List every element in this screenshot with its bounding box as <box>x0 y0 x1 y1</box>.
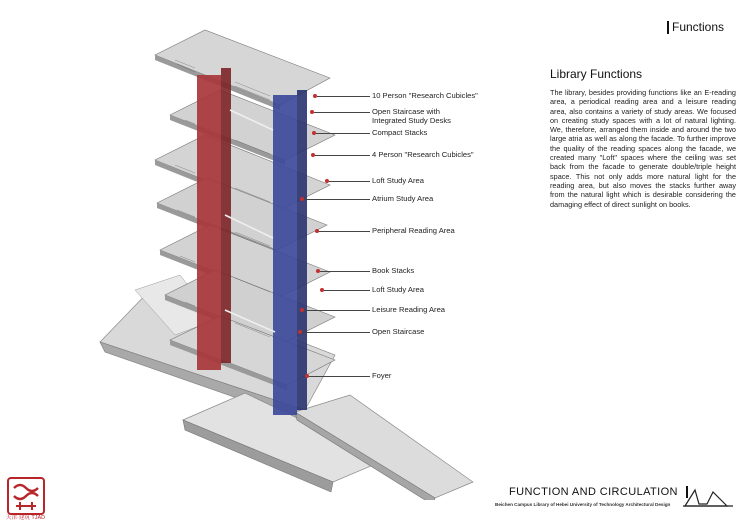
floor-stack <box>155 30 335 390</box>
footer-title-text: FUNCTION AND CIRCULATION <box>509 486 678 498</box>
callout-atrium-study-area: Atrium Study Area <box>372 194 434 203</box>
callout-open-staircase: Open Staircase <box>372 327 425 336</box>
callout-foyer: Foyer <box>372 371 392 380</box>
leader-line <box>320 271 370 272</box>
leader-line <box>317 96 370 97</box>
building-mark-icon <box>683 484 733 510</box>
leader-line <box>302 332 370 333</box>
section-title: Functions <box>672 20 725 34</box>
library-functions-body: The library, besides providing functions like an E-reading area, a periodical reading area and a leisure reading area, also contains a variety of study areas. We focused on creating study spaces with a lot of natural lighting. We, therefore, arranged them inside and around the two large atria as well as along the facade. To further improve the quality of the reading spaces along the facade, we created many "Loft" spaces where the ceiling was set back from the facade to generate double/triple height space. This not only adds more natural light for the reading area, but also moves the stacks further away from the natural light which is desirable considering the damaging effect of direct sunlight on books. <box>550 88 736 209</box>
callout-peripheral-reading-area: Peripheral Reading Area <box>372 226 455 235</box>
red-atrium <box>197 68 231 370</box>
callout-open-staircase-study-desks: Open Staircase with Integrated Study Desks <box>372 107 451 125</box>
leader-line <box>309 376 370 377</box>
leader-line <box>304 310 370 311</box>
section-tag <box>667 20 724 34</box>
leader-line <box>315 155 370 156</box>
leader-line <box>314 112 370 113</box>
leader-line <box>304 199 370 200</box>
callout-leisure-reading-area: Leisure Reading Area <box>372 305 446 314</box>
leader-line <box>324 290 370 291</box>
footer-title <box>509 486 688 498</box>
leader-line <box>319 231 370 232</box>
callout-loft-study-area-upper: Loft Study Area <box>372 176 424 185</box>
leader-line <box>316 133 370 134</box>
callout-book-stacks: Book Stacks <box>372 266 415 275</box>
callout-compact-stacks: Compact Stacks <box>372 128 428 137</box>
callout-10-person-research-cubicles: 10 Person "Research Cubicles" <box>372 91 478 100</box>
callout-4-person-research-cubicles: 4 Person "Research Cubicles" <box>372 150 474 159</box>
logo-caption: 天津·建筑 TJAD <box>6 515 46 521</box>
tjad-logo-icon <box>6 476 46 516</box>
callout-loft-study-area-lower: Loft Study Area <box>372 285 424 294</box>
section-tag-bar <box>667 21 669 34</box>
blue-atrium <box>273 90 307 415</box>
footer-subtitle: Beichen Campus Library of Hebei University of Technology Architectural Design <box>495 502 671 507</box>
leader-line <box>329 181 370 182</box>
library-functions-title: Library Functions <box>550 67 643 81</box>
